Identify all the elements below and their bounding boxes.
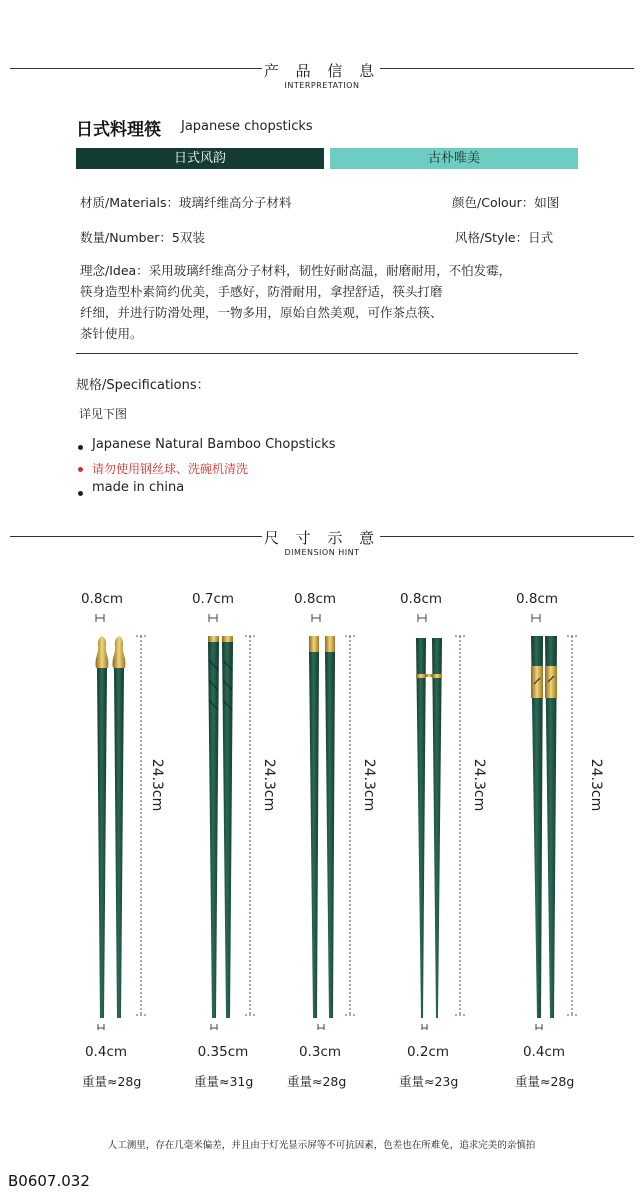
length-dashed-lines bbox=[136, 636, 577, 1015]
chopstick-pair-5 bbox=[531, 636, 557, 1018]
length-label-2: 24.3cm bbox=[261, 758, 277, 812]
weight-label-3: 重量≈28g bbox=[287, 1074, 347, 1089]
specs-sub: 详见下图 bbox=[79, 407, 128, 421]
chopstick-pair-2 bbox=[208, 636, 233, 1018]
length-label-1: 24.3cm bbox=[149, 758, 165, 812]
idea-line: 理念/Idea：采用玻璃纤维高分子材料，韧性好耐高温，耐磨耐用，不怕发霉， bbox=[80, 263, 512, 278]
top-width-label-5: 0.8cm bbox=[515, 591, 559, 607]
bottom-width-label-1: 0.4cm bbox=[84, 1044, 128, 1060]
dimension-section-title: 尺 寸 示 意 bbox=[263, 529, 381, 547]
specs-heading: 规格/Specifications： bbox=[76, 378, 210, 393]
bullet-dot bbox=[78, 491, 83, 496]
footer-disclaimer: 人工测里，存在几毫米偏差，并且由于灯光显示屏等不可抗因素，色差也在所难免，追求完美的亲慎拍 bbox=[107, 1140, 536, 1151]
materials-info: 材质/Materials：玻璃纤维高分子材料 bbox=[80, 195, 292, 210]
chopstick-pair-3 bbox=[309, 636, 335, 1018]
product-title-en: Japanese chopsticks bbox=[181, 119, 313, 134]
chopstick-pair-4 bbox=[416, 638, 442, 1018]
top-width-markers bbox=[96, 614, 540, 622]
product-code: B0607.032 bbox=[8, 1172, 90, 1190]
dimension-section-subtitle: DIMENSION HINT bbox=[284, 548, 360, 557]
bottom-width-label-5: 0.4cm bbox=[522, 1044, 566, 1060]
info-section-subtitle: INTERPRETATION bbox=[284, 81, 360, 90]
weight-label-5: 重量≈28g bbox=[515, 1074, 575, 1089]
bottom-width-label-2: 0.35cm bbox=[197, 1044, 249, 1060]
idea-description bbox=[80, 260, 511, 344]
number-info: 数量/Number：5双装 bbox=[80, 230, 205, 245]
weight-label-2: 重量≈31g bbox=[194, 1074, 254, 1089]
tab-style-elegant: 古朴唯美 bbox=[330, 148, 578, 169]
length-label-4: 24.3cm bbox=[471, 758, 487, 812]
weight-label-4: 重量≈23g bbox=[399, 1074, 459, 1089]
weight-label-1: 重量≈28g bbox=[82, 1074, 142, 1089]
chopstick-pair-1 bbox=[96, 636, 126, 1018]
idea-line: 纤细，并进行防滑处理，一物多用，原始自然美观，可作茶点筷、 bbox=[80, 305, 443, 320]
bullet-product-name: Japanese Natural Bamboo Chopsticks bbox=[92, 437, 336, 452]
bullet-dot bbox=[78, 467, 83, 472]
idea-line: 筷身造型朴素简约优美，手感好，防滑耐用，拿捏舒适，筷头打磨 bbox=[80, 284, 443, 299]
top-width-label-1: 0.8cm bbox=[80, 591, 124, 607]
chopsticks-illustration bbox=[0, 580, 643, 1030]
top-width-label-2: 0.7cm bbox=[191, 591, 235, 607]
idea-line: 茶针使用。 bbox=[80, 326, 143, 341]
bullet-care-warning: 请勿使用钢丝球、洗碗机清洗 bbox=[92, 462, 249, 476]
bottom-width-label-4: 0.2cm bbox=[406, 1044, 450, 1060]
info-section-title: 产 品 信 息 bbox=[263, 62, 381, 80]
bottom-width-markers bbox=[98, 1024, 542, 1030]
style-info: 风格/Style：日式 bbox=[455, 230, 554, 245]
tab-style-charm: 日式风韵 bbox=[76, 148, 324, 169]
product-title-cn: 日式料理筷 bbox=[76, 120, 161, 140]
bullet-dot bbox=[78, 445, 83, 450]
length-label-5: 24.3cm bbox=[588, 758, 604, 812]
colour-info: 颜色/Colour：如图 bbox=[452, 195, 560, 210]
top-width-label-3: 0.8cm bbox=[293, 591, 337, 607]
bottom-width-label-3: 0.3cm bbox=[298, 1044, 342, 1060]
info-divider bbox=[76, 353, 578, 354]
length-label-3: 24.3cm bbox=[361, 758, 377, 812]
bullet-origin: made in china bbox=[92, 480, 185, 495]
top-width-label-4: 0.8cm bbox=[399, 591, 443, 607]
